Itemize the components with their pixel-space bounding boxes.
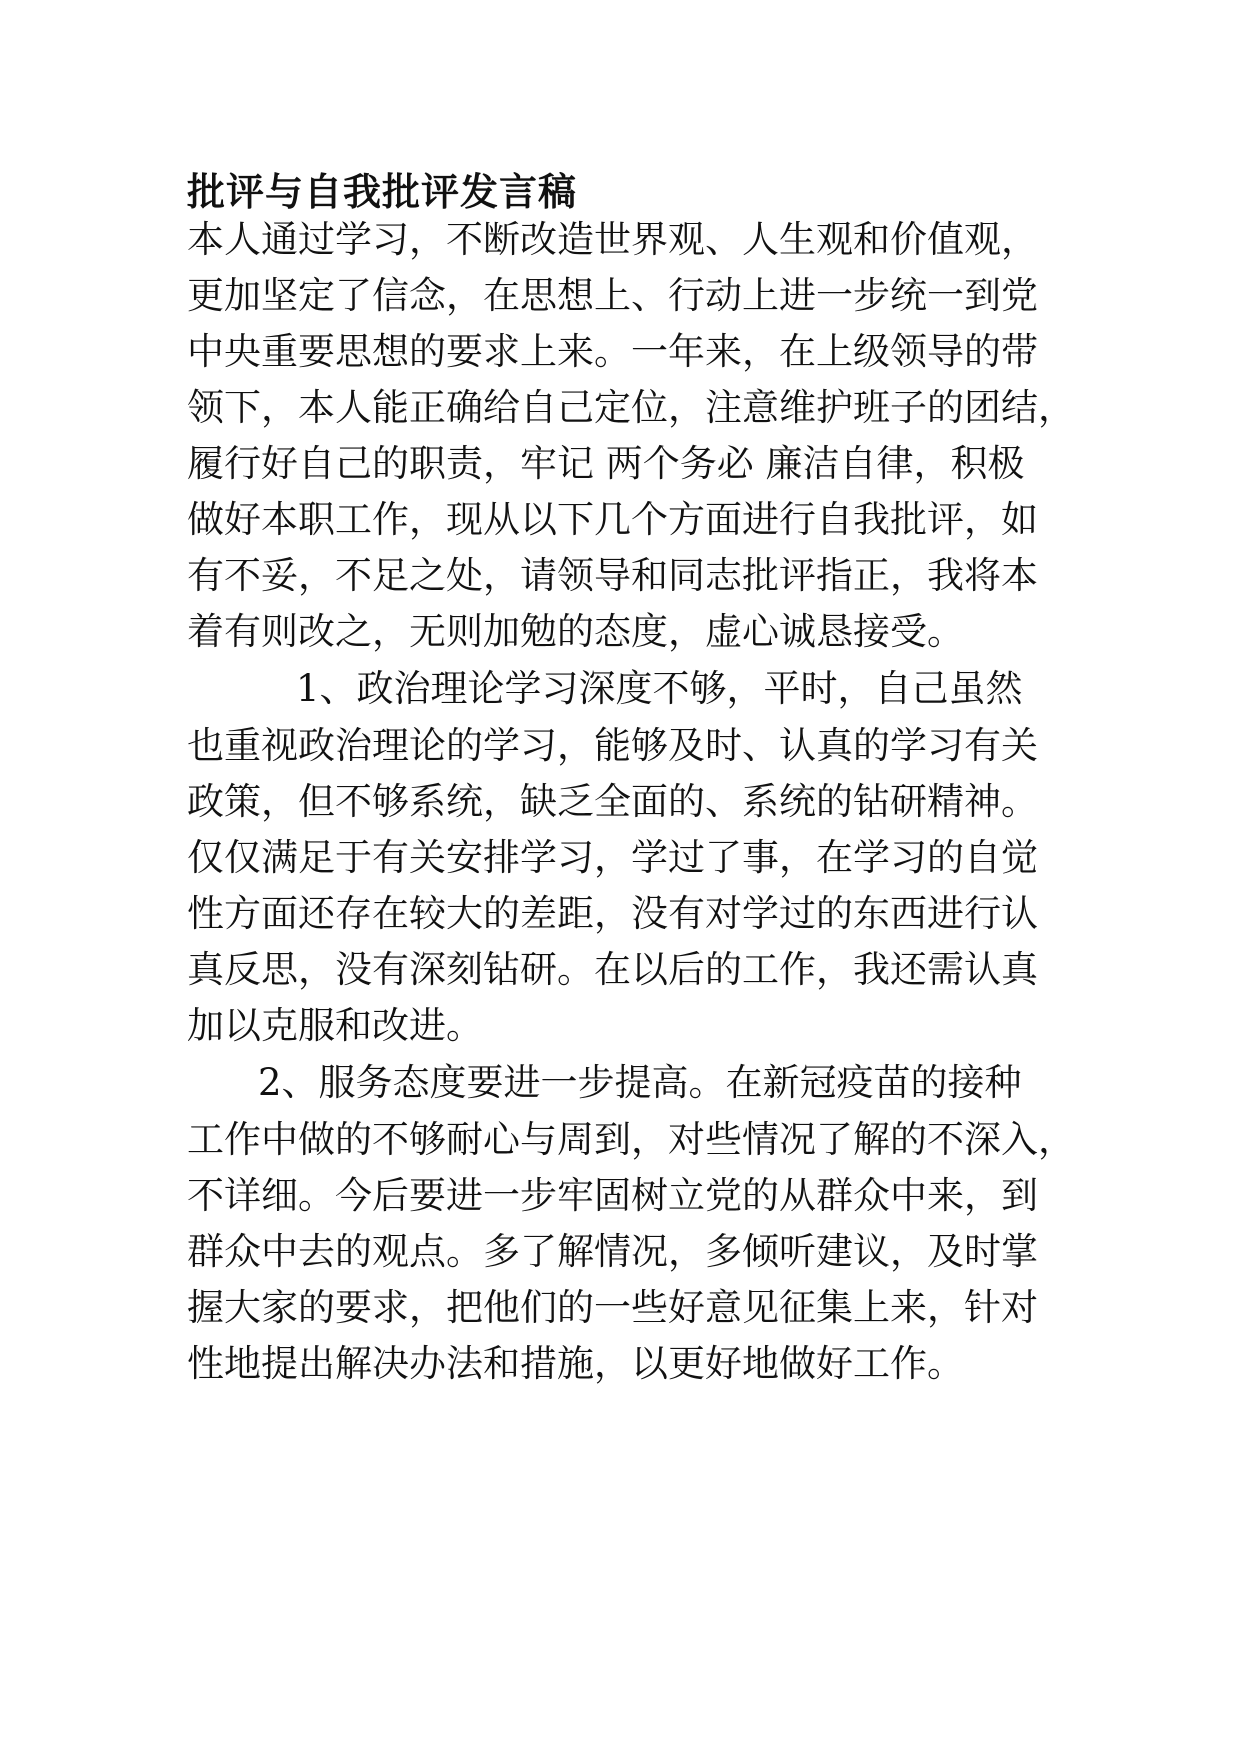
intro-paragraph-line: 着有则改之，无则加勉的态度，虚心诚恳接受。 [187,610,964,653]
point-2-paragraph-line: 性地提出解决办法和措施，以更好地做好工作。 [187,1342,964,1385]
point-2-paragraph-line: 握大家的要求，把他们的一些好意见征集上来，针对 [187,1286,1038,1329]
point-2-paragraph-line: 群众中去的观点。多了解情况，多倾听建议，及时掌 [187,1230,1038,1273]
point-1-paragraph-line: 也重视政治理论的学习，能够及时、认真的学习有关 [187,724,1038,767]
point-1-paragraph-line: 加以克服和改进。 [187,1004,483,1047]
point-2-paragraph-line: 工作中做的不够耐心与周到，对些情况了解的不深入， [187,1118,1075,1161]
point-1-paragraph-line: 真反思，没有深刻钻研。在以后的工作，我还需认真 [187,948,1038,991]
intro-paragraph-line: 本人通过学习，不断改造世界观、人生观和价值观， [187,218,1038,261]
point-1-paragraph-line: 性方面还存在较大的差距，没有对学过的东西进行认 [187,892,1038,935]
point-1-paragraph-line: 1、政治理论学习深度不够，平时，自己虽然 [296,667,1023,710]
intro-paragraph-line: 履行好自己的职责，牢记 两个务必 廉洁自律，积极 [187,442,1025,485]
point-2-paragraph-line: 不详细。今后要进一步牢固树立党的从群众中来，到 [187,1174,1038,1217]
intro-paragraph-line: 更加坚定了信念，在思想上、行动上进一步统一到党 [187,274,1038,317]
intro-paragraph-line: 中央重要思想的要求上来。一年来，在上级领导的带 [187,330,1038,373]
point-1-paragraph-line: 仅仅满足于有关安排学习，学过了事，在学习的自觉 [187,836,1038,879]
document-title: 批评与自我批评发言稿 [187,170,578,214]
point-2-paragraph-line: 2、服务态度要进一步提高。在新冠疫苗的接种 [258,1061,1022,1104]
intro-paragraph-line: 做好本职工作，现从以下几个方面进行自我批评，如 [187,498,1038,541]
intro-paragraph-line: 领下，本人能正确给自己定位，注意维护班子的团结， [187,386,1075,429]
intro-paragraph-line: 有不妥，不足之处，请领导和同志批评指正，我将本 [187,554,1038,597]
point-1-paragraph-line: 政策，但不够系统，缺乏全面的、系统的钻研精神。 [187,780,1038,823]
